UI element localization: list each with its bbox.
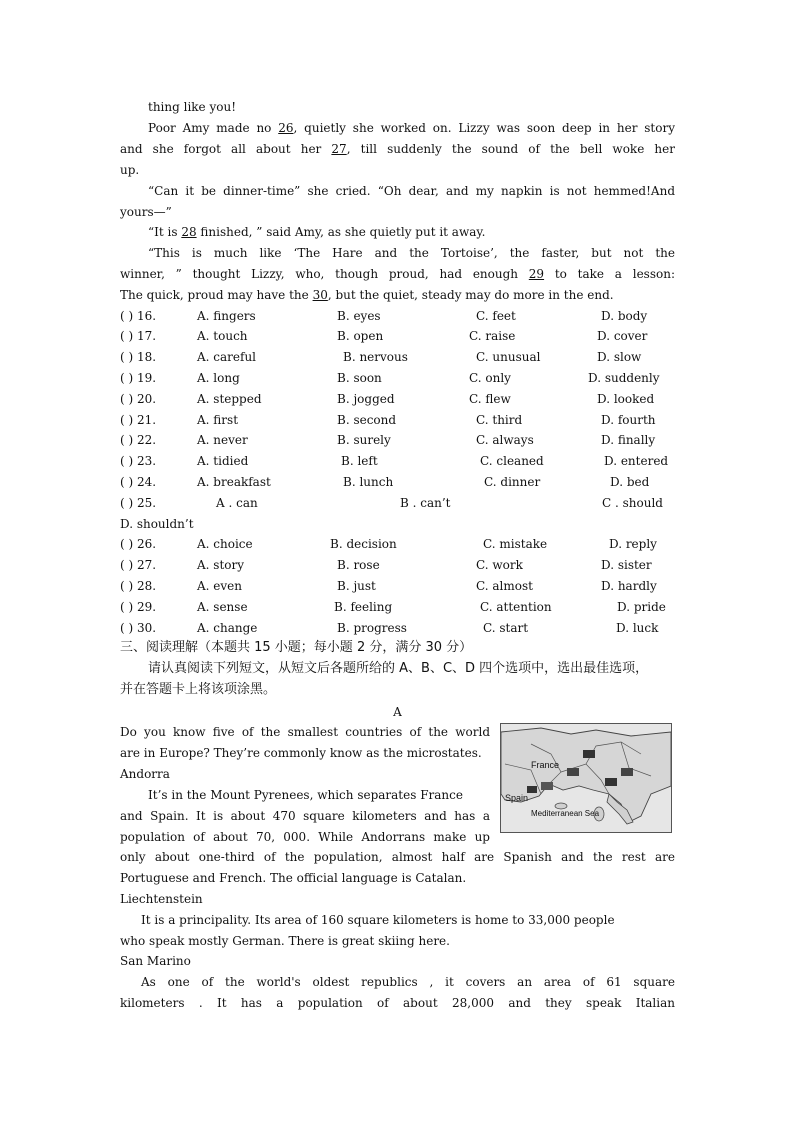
flag-icon [621, 768, 633, 776]
europe-map-image [500, 723, 672, 833]
option-d: D. slow [597, 350, 642, 364]
option-b: B. soon [337, 371, 382, 385]
passage-line [120, 264, 675, 284]
blank-29: 29 [528, 267, 545, 281]
blank-28: 28 [181, 225, 197, 239]
question-number: ( ) 27. [120, 558, 157, 572]
option-d: D. hardly [601, 579, 657, 593]
flag-icon [541, 782, 553, 790]
flag-icon [605, 778, 617, 786]
passage-text: , till suddenly the sound of the bell woke her [346, 142, 675, 156]
option-d: D. shouldn’t [120, 517, 194, 531]
option-c: C. unusual [476, 350, 541, 364]
reading-line: who speak mostly German. There is great skiing here. [120, 934, 450, 948]
option-b: B. open [337, 329, 384, 343]
option-a: A. tidied [197, 454, 249, 468]
option-d: D. entered [604, 454, 669, 468]
option-c: C. third [476, 413, 523, 427]
reading-line: are in Europe? They’re commonly know as the microstates. [120, 746, 482, 760]
option-c: C. flew [469, 392, 511, 406]
option-a: A. choice [197, 537, 253, 551]
option-c: C. attention [480, 600, 552, 614]
option-a: A . can [216, 496, 258, 510]
passage-text: The quick, proud may have the [120, 288, 313, 302]
reading-line: It’s in the Mount Pyrenees, which separates France [148, 788, 463, 802]
flag-icon [567, 768, 579, 776]
question-number: ( ) 19. [120, 371, 157, 385]
passage-line: “This is much like ‘The Hare and the Tortoise’, the faster, but not the [148, 246, 675, 260]
option-c: C. raise [469, 329, 516, 343]
option-c: C. mistake [483, 537, 548, 551]
blank-26: 26 [278, 121, 294, 135]
option-a: A. sense [197, 600, 248, 614]
option-b: B. left [341, 454, 378, 468]
option-c: C. work [476, 558, 523, 572]
blank-27: 27 [331, 142, 347, 156]
option-b: B. surely [337, 433, 391, 447]
option-b: B. progress [337, 621, 407, 635]
passage-line: yours—” [120, 205, 172, 219]
passage-line [148, 222, 675, 242]
reading-subheading: Andorra [120, 767, 170, 781]
reading-line: only about one-third of the population, almost half are Spanish and the rest are [120, 850, 675, 864]
option-b: B. just [337, 579, 376, 593]
map-label-sea: Mediterranean Sea [531, 809, 600, 818]
option-d: D. reply [609, 537, 657, 551]
reading-line: population of about 70, 000. While Andorrans make up [120, 830, 490, 844]
question-number: ( ) 20. [120, 392, 157, 406]
passage-line: thing like you! [148, 100, 237, 114]
blank-30: 30 [312, 288, 328, 302]
passage-text: Poor Amy made no [148, 121, 279, 135]
passage-line: “Can it be dinner-time” she cried. “Oh dear, and my napkin is not hemmed!And [148, 184, 675, 198]
map-label-france: France [531, 760, 560, 770]
passage-label: A [393, 705, 402, 719]
option-a: A. story [197, 558, 245, 572]
passage-line [120, 285, 675, 305]
option-c: C. always [476, 433, 534, 447]
map-label-spain: Spain [505, 793, 529, 803]
option-d: D. bed [610, 475, 650, 489]
option-d: D. fourth [601, 413, 656, 427]
option-c: C. only [469, 371, 511, 385]
reading-subheading: San Marino [120, 954, 191, 968]
option-a: A. even [197, 579, 243, 593]
question-number: ( ) 23. [120, 454, 157, 468]
option-a: A. touch [197, 329, 248, 343]
option-a: A. stepped [197, 392, 262, 406]
option-b: B. nervous [343, 350, 408, 364]
option-b: B. rose [337, 558, 380, 572]
option-d: D. cover [597, 329, 648, 343]
passage-text: , quietly she worked on. Lizzy was soon deep in her story [293, 121, 675, 135]
option-c: C. cleaned [480, 454, 544, 468]
question-number: ( ) 30. [120, 621, 157, 635]
option-a: A. change [197, 621, 258, 635]
option-b: B . can’t [400, 496, 451, 510]
question-number: ( ) 18. [120, 350, 157, 364]
section-heading: 三、阅读理解（本题共 15 小题；每小题 2 分，满分 30 分） [120, 640, 473, 655]
option-c: C. start [483, 621, 529, 635]
option-d: D. suddenly [588, 371, 660, 385]
option-d: D. finally [601, 433, 656, 447]
question-number: ( ) 22. [120, 433, 157, 447]
option-d: D. looked [597, 392, 655, 406]
passage-text: finished, ” said Amy, as she quietly put it away. [196, 225, 486, 239]
option-c: C. dinner [484, 475, 541, 489]
flag-icon [583, 750, 595, 758]
passage-text: winner, ” thought Lizzy, who, though proud, had enough [120, 267, 529, 281]
option-d: D. body [601, 309, 648, 323]
passage-line [148, 118, 675, 138]
option-a: A. never [197, 433, 248, 447]
option-b: B. decision [330, 537, 397, 551]
option-c: C. almost [476, 579, 533, 593]
option-a: A. long [197, 371, 240, 385]
reading-line: kilometers . It has a population of about 28,000 and they speak Italian [120, 996, 675, 1010]
reading-subheading: Liechtenstein [120, 892, 203, 906]
passage-line: up. [120, 163, 140, 177]
passage-line [120, 139, 675, 159]
option-d: D. luck [616, 621, 659, 635]
reading-line: As one of the world's oldest republics , it covers an area of 61 square [141, 975, 675, 989]
option-b: B. eyes [337, 309, 381, 323]
map-drawing [501, 724, 671, 832]
option-a: A. breakfast [197, 475, 271, 489]
reading-line: and Spain. It is about 470 square kilometers and has a [120, 809, 490, 823]
question-number: ( ) 28. [120, 579, 157, 593]
passage-text: and she forgot all about her [120, 142, 332, 156]
option-c: C . should [602, 496, 663, 510]
question-number: ( ) 24. [120, 475, 157, 489]
question-number: ( ) 16. [120, 309, 157, 323]
option-d: D. sister [601, 558, 652, 572]
reading-line: Do you know five of the smallest countries of the world [120, 725, 490, 739]
option-b: B. lunch [343, 475, 394, 489]
option-d: D. pride [617, 600, 666, 614]
section-instructions: 并在答题卡上将该项涂黑。 [120, 682, 277, 697]
reading-line: Portuguese and French. The official language is Catalan. [120, 871, 467, 885]
reading-line: It is a principality. Its area of 160 square kilometers is home to 33,000 people [141, 913, 615, 927]
option-c: C. feet [476, 309, 516, 323]
question-number: ( ) 26. [120, 537, 157, 551]
question-number: ( ) 29. [120, 600, 157, 614]
option-b: B. feeling [334, 600, 393, 614]
option-a: A. first [197, 413, 239, 427]
question-number: ( ) 17. [120, 329, 157, 343]
question-number: ( ) 21. [120, 413, 157, 427]
passage-text: , but the quiet, steady may do more in the end. [327, 288, 614, 302]
section-instructions: 请认真阅读下列短文，从短文后各题所给的 A、B、C、D 四个选项中，选出最佳选项， [148, 661, 649, 676]
question-number: ( ) 25. [120, 496, 157, 510]
passage-text: to take a lesson: [544, 267, 675, 281]
option-b: B. second [337, 413, 397, 427]
option-a: A. fingers [197, 309, 256, 323]
passage-text: “It is [148, 225, 182, 239]
option-b: B. jogged [337, 392, 395, 406]
option-a: A. careful [197, 350, 257, 364]
flag-icon [527, 786, 537, 793]
